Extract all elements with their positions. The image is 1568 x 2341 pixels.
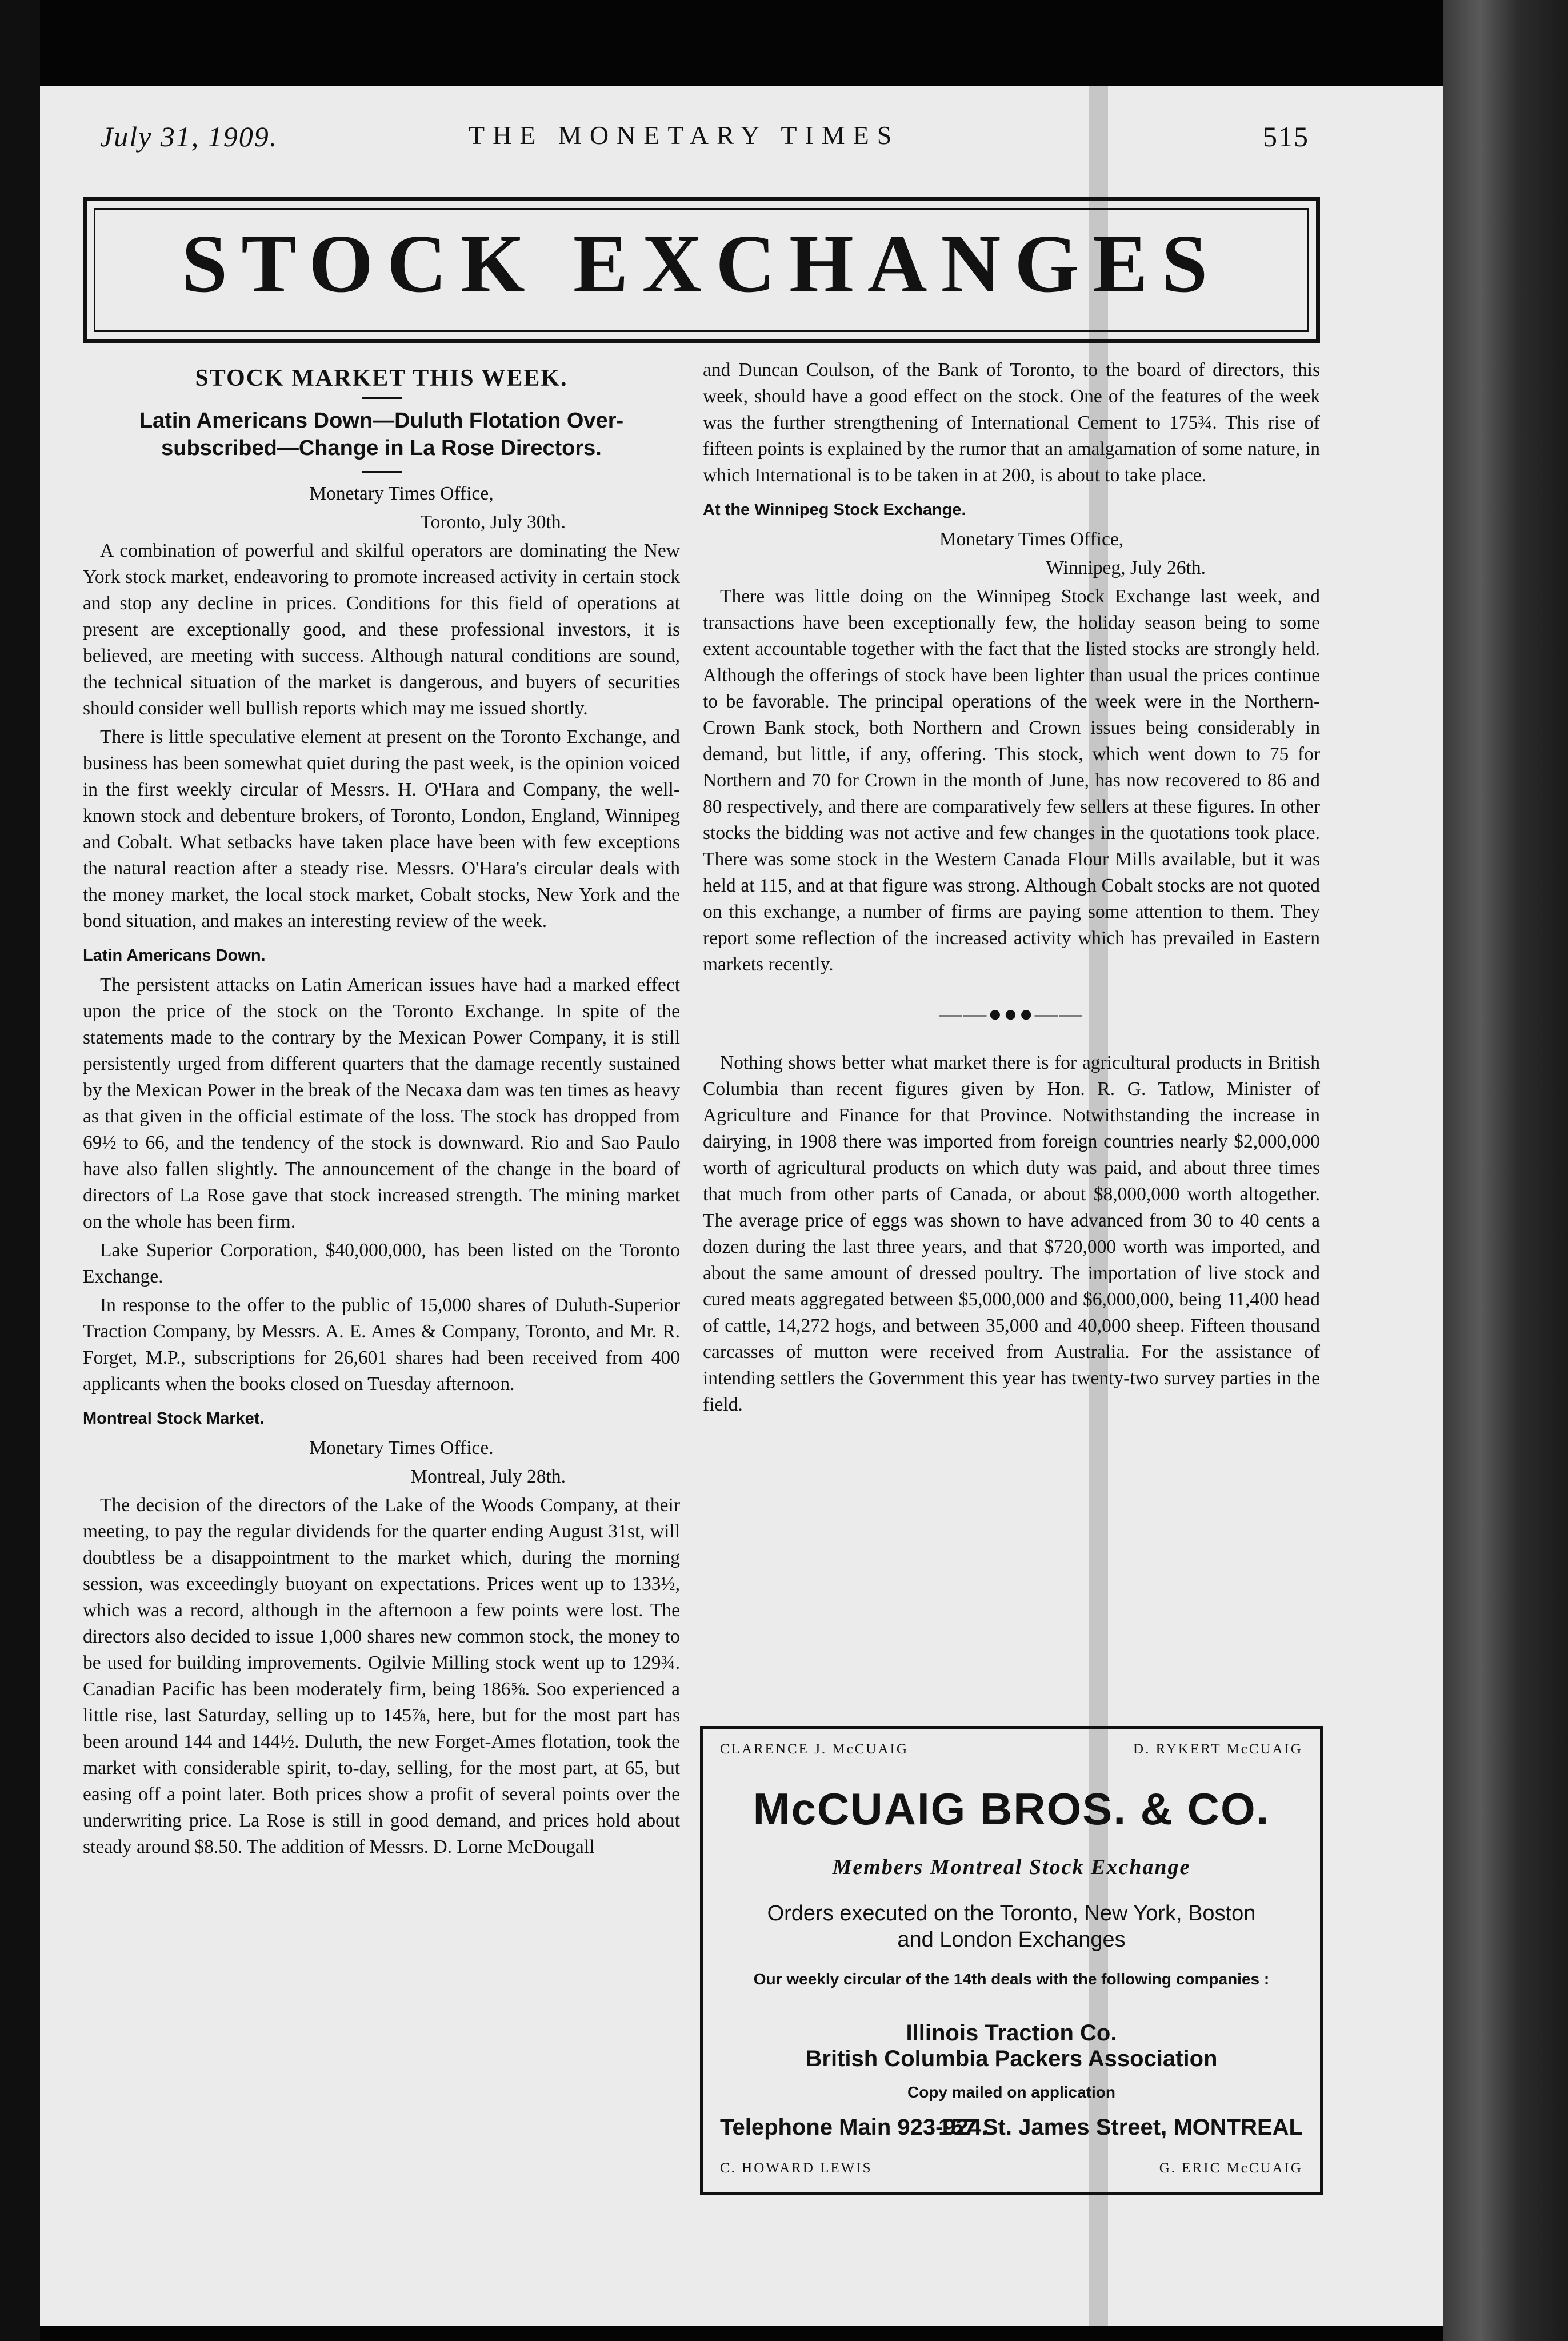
- subheading-rule: [362, 471, 402, 473]
- ad-firm-name: McCUAIG BROS. & CO.: [753, 1784, 1270, 1834]
- ad-address: 157 St. James Street, MONTREAL: [938, 2115, 1303, 2140]
- ad-circular-line: Our weekly circular of the 14th deals with the following companies :: [753, 1970, 1270, 1988]
- dateline-place: Toronto, July 30th.: [420, 512, 566, 533]
- paragraph: There is little speculative element at present on the Toronto Exchange, and business has been somewhat quiet during the past week, is the opinion voiced in the first weekly circular of Messrs. H. O'Hara and Company, the well-known stock and debenture brokers, of Toronto, London, England, Winnipeg and Cobalt. What setbacks have taken place have been with few exceptions the natural reaction after a steady rise. Messrs. O'Hara's circular deals with the money market, the local stock market, Cobalt stocks, New York and the bond situation, and makes an interesting review of the week.: [83, 726, 680, 932]
- book-binding: [1443, 0, 1568, 2341]
- ornament-divider: ——●●●——: [939, 1001, 1084, 1026]
- paragraph: There was little doing on the Winnipeg Stock Exchange last week, and transactions have been exceptionally few, the holiday season being to some extent accountable together with the fact that the listed stocks are strongly held. Although the offerings of stock have been lighter than usual the prices continue to be favorable. The principal operations of the week were in the Northern-Crown Bank stock, both Northern and Crown issues being considerably in demand, but little, if any, offering. This stock, which went down to 75 for Northern and 70 for Crown in the month of June, has now recovered to 86 and 80 respectively, and there are comparatively few sellers at these figures. In other stocks the bidding was not active and few changes in the quotations took place. There was some stock in the Western Canada Flour Mills available, but it was held at 115, and at that figure was strong. Although Cobalt stocks are not quoted on this exchange, a number of firms are paying some attention to them. They report some reflection of the increased activity which has prevailed in Eastern markets recently.: [703, 586, 1320, 975]
- ad-company-2: British Columbia Packers Association: [805, 2046, 1218, 2071]
- scan-left-edge: [0, 0, 40, 2341]
- mccuaig-advertisement: [700, 1726, 1323, 2195]
- page-number: 515: [1263, 121, 1309, 153]
- ad-telephone: Telephone Main 923-924.: [720, 2115, 988, 2140]
- winnipeg-place: Winnipeg, July 26th.: [1046, 557, 1206, 578]
- paragraph: The persistent attacks on Latin American issues have had a marked effect upon the price of the stock on the Toronto Exchange. In spite of the statements made to the contrary by the Mexican Power Company, it is still persistently urged from different quarters that the damage recently sustained by the Mexican Power in the break of the Necaxa dam was ten times as heavy as that given in the official estimate of the loss. The stock has dropped from 69½ to 66, and the tendency of the stock is downward. Rio and Sao Paulo have also fallen slightly. The announcement of the change in the board of directors of La Rose gave that stock increased strength. The mining market on the whole has been firm.: [83, 974, 680, 1232]
- paragraph: The decision of the directors of the Lake of the Woods Company, at their meeting, to pay the regular dividends for the quarter ending August 31st, will doubtless be a disappointment to the market which, during the morning session, was exceedingly buoyant on expectations. Prices went up to 133½, which was a record, although in the afternoon a few points were lost. The directors also decided to issue 1,000 shares new common stock, the money to be used for building improvements. Ogilvie Milling stock went up to 129¾. Canadian Pacific has been moderately firm, being 186⅝. Soo experienced a little rise, last Saturday, selling up to 145⅞, here, but for the most part has been around 144 and 144½. Duluth, the new Forget-Ames flotation, took the market with considerable spirit, to-day, selling, for the most part, at 65, but easing off a point later. Both prices show a profit of several points over the underwriting price. La Rose is still in good demand, and prices hold about steady around $8.50. The addition of Messrs. D. Lorne McDougall: [83, 1495, 680, 1857]
- ad-name-bottom-right: G. ERIC McCUAIG: [1159, 2160, 1303, 2176]
- paragraph: Lake Superior Corporation, $40,000,000, has been listed on the Toronto Exchange.: [83, 1240, 680, 1287]
- subhead-montreal: Montreal Stock Market.: [83, 1409, 265, 1428]
- ad-copy-mailed: Copy mailed on application: [907, 2083, 1116, 2101]
- left-column: [83, 357, 680, 2198]
- publication-title: THE MONETARY TIMES: [469, 121, 900, 150]
- subhead-latin-americans: Latin Americans Down.: [83, 946, 266, 965]
- section-title: STOCK EXCHANGES: [181, 218, 1222, 310]
- article-subheading: Latin Americans Down—Duluth Flotation Over-subscribed—Change in La Rose Directors.: [139, 409, 624, 460]
- right-column: [703, 357, 1320, 1420]
- paragraph: and Duncan Coulson, of the Bank of Toronto, to the board of directors, this week, should have a good effect on the stock. One of the features of the week was the further strengthening of International Cement to 175¾. This rise of fifteen points is explained by the rumor that an amalgamation of some nature, in which International is to be taken in at 200, is about to take place.: [703, 359, 1320, 486]
- heading-rule: [362, 397, 402, 399]
- ad-orders-line: Orders executed on the Toronto, New York, Boston and London Exchanges: [767, 1901, 1256, 1952]
- article-heading: STOCK MARKET THIS WEEK.: [195, 365, 568, 392]
- montreal-place: Montreal, July 28th.: [410, 1466, 566, 1487]
- montreal-office: Monetary Times Office.: [309, 1437, 494, 1459]
- ad-name-bottom-left: C. HOWARD LEWIS: [720, 2160, 873, 2176]
- dateline-office: Monetary Times Office,: [309, 483, 494, 504]
- paragraph: Nothing shows better what market there is for agricultural products in British Columbia than recent figures given by Hon. R. G. Tatlow, Minister of Agriculture and Finance for that Province. Notwithstanding the increase in dairying, in 1908 there was imported from foreign countries nearly $2,000,000 worth of agricultural products on which duty was paid, and about three times that much from other parts of Canada, or about $8,000,000 worth altogether. The average price of eggs was shown to have advanced from 30 to 40 cents a dozen during the last three years, and that $720,000 worth was imported, and about the same amount of dressed poultry. The importation of live stock and cured meats aggregated between $5,000,000 and $6,000,000, being 11,400 head of cattle, 14,272 hogs, and between 35,000 and 40,000 sheep. Fifteen thousand carcasses of mutton were received from Australia. For the assistance of intending settlers the Government this year has twenty-two survey parties in the field.: [703, 1052, 1320, 1415]
- ad-contact-line: [720, 2115, 1303, 2140]
- ad-company-1: Illinois Traction Co.: [906, 2020, 1117, 2046]
- ad-name-top-right: D. RYKERT McCUAIG: [1133, 1741, 1303, 1757]
- winnipeg-office: Monetary Times Office,: [939, 529, 1124, 550]
- page-date: July 31, 1909.: [100, 121, 278, 153]
- paragraph: A combination of powerful and skilful operators are dominating the New York stock market, endeavoring to promote increased activity in certain stock and stop any decline in prices. Conditions for this field of operations at present are exceptionally good, and these professional investors, it is believed, are meeting with success. Although natural conditions are sound, the technical situation of the market is dangerous, and buyers of securities should consider well bullish reports which may me issued shortly.: [83, 540, 680, 719]
- ad-members-line: Members Montreal Stock Exchange: [832, 1855, 1191, 1879]
- section-banner: [83, 197, 1320, 343]
- subhead-winnipeg: At the Winnipeg Stock Exchange.: [703, 501, 966, 519]
- ad-name-top-left: CLARENCE J. McCUAIG: [720, 1741, 909, 1757]
- paragraph: In response to the offer to the public of 15,000 shares of Duluth-Superior Traction Company, by Messrs. A. E. Ames & Company, Toronto, and Mr. R. Forget, M.P., subscriptions for 26,601 shares had been received from 400 applicants when the books closed on Tuesday afternoon.: [83, 1295, 680, 1395]
